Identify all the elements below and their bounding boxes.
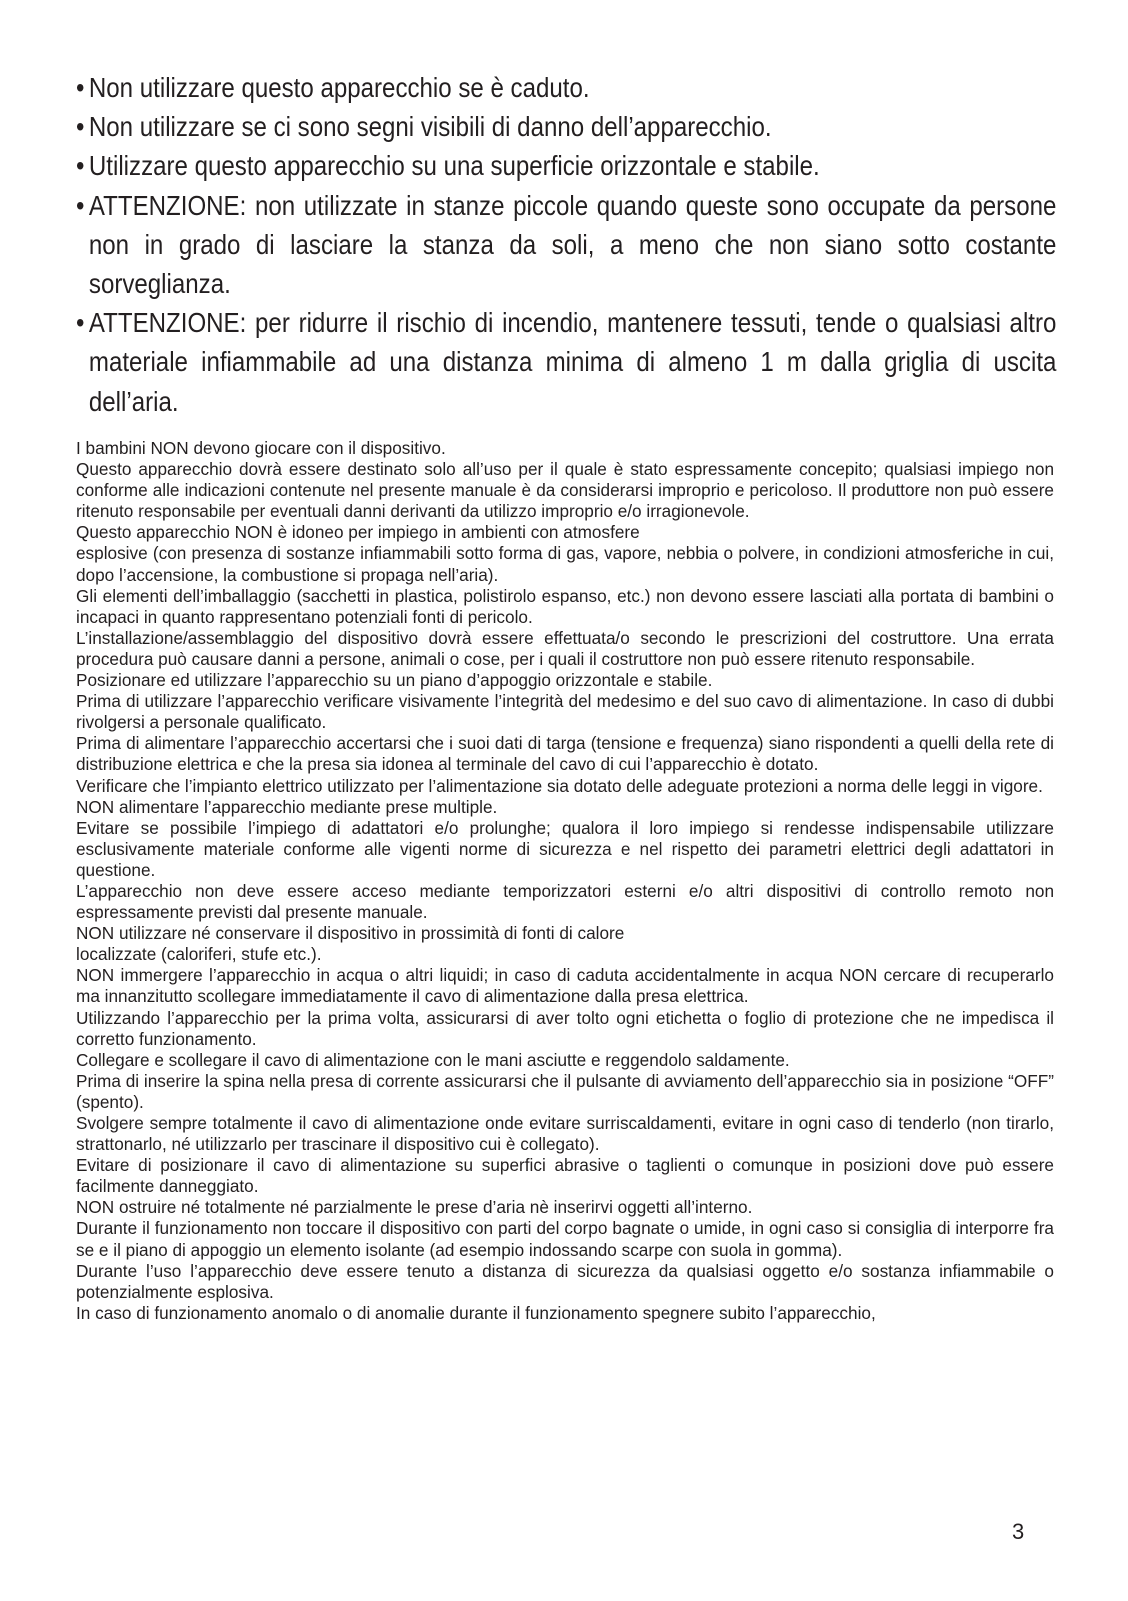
paragraph: NON ostruire né totalmente né parzialmente le prese d’aria nè inserirvi oggetti all’interno.	[76, 1197, 753, 1218]
paragraph: Evitare di posizionare il cavo di alimentazione su superfici abrasive o taglienti o comunque in posizioni dove può essere facilmente danneggiato.	[76, 1155, 1054, 1197]
bullet-icon: •	[76, 150, 85, 182]
warning-text: Non utilizzare se ci sono segni visibili di danno dell’apparecchio.	[88, 111, 772, 143]
paragraph: L’apparecchio non deve essere acceso mediante temporizzatori esterni e/o altri dispositivi di controllo remoto non espressamente previsti dal presente manuale.	[76, 880, 1054, 923]
paragraph: Questo apparecchio NON è idoneo per impiego in ambienti con atmosfere	[76, 522, 640, 543]
page-number: 3	[1012, 1519, 1025, 1544]
paragraph: Posizionare ed utilizzare l’apparecchio su un piano d’appoggio orizzontale e stabile.	[76, 670, 713, 691]
paragraph: Collegare e scollegare il cavo di alimentazione con le mani asciutte e reggendolo saldamente.	[76, 1049, 790, 1070]
warning-item	[76, 146, 1056, 185]
paragraph: localizzate (caloriferi, stufe etc.).	[76, 944, 322, 965]
warning-text: Utilizzare questo apparecchio su una superficie orizzontale e stabile.	[88, 150, 820, 182]
paragraph: In caso di funzionamento anomalo o di anomalie durante il funzionamento spegnere subito l’apparecchio,	[76, 1302, 876, 1323]
paragraph: Gli elementi dell’imballaggio (sacchetti in plastica, polistirolo espanso, etc.) non devono essere lasciati alla portata di bambini o incapaci in quanto rappresentano potenziali fonti di pericolo.	[76, 585, 1054, 627]
paragraph: Svolgere sempre totalmente il cavo di alimentazione onde evitare surriscaldamenti, evitare in ogni caso di tenderlo (non tirarlo, strattonarlo, né utilizzarlo per trascinare il dispositivo cui è collegato).	[76, 1113, 1054, 1155]
paragraph: Durante l’uso l’apparecchio deve essere tenuto a distanza di sicurezza da qualsiasi oggetto e/o sostanza infiammabile o potenzialmente esplosiva.	[76, 1260, 1054, 1302]
paragraph: NON utilizzare né conservare il dispositivo in prossimità di fonti di calore	[76, 923, 625, 944]
paragraph: esplosive (con presenza di sostanze infiammabili sotto forma di gas, vapore, nebbia o polvere, in condizioni atmosferiche in cui, dopo l’accensione, la combustione si propaga nell’aria).	[76, 543, 1054, 585]
paragraph: Utilizzando l’apparecchio per la prima volta, assicurarsi di aver tolto ogni etichetta o foglio di protezione che ne impedisca il corretto funzionamento.	[76, 1007, 1054, 1049]
paragraph: Evitare se possibile l’impiego di adattatori e/o prolunghe; qualora il loro impiego si rendesse indispensabile utilizzare esclusivamente materiale conforme alle vigenti norme di sicurezza e nel rispetto dei parametri elettrici degli adattatori in questione.	[76, 817, 1054, 880]
warning-text: ATTENZIONE: non utilizzate in stanze piccole quando queste sono occupate da persone non in grado di lasciare la stanza da soli, a meno che non siano sotto costante sorveglianza.	[88, 189, 1057, 300]
paragraph: Prima di inserire la spina nella presa di corrente assicurarsi che il pulsante di avviamento dell’apparecchio sia in posizione “OFF” (spento).	[76, 1070, 1054, 1112]
paragraph: Durante il funzionamento non toccare il dispositivo con parti del corpo bagnate o umide, in ogni caso si consiglia di interporre fra se e il piano di appoggio un elemento isolante (ad esempio indossando scarpe con suola in gomma).	[76, 1218, 1054, 1260]
bullet-icon: •	[76, 72, 85, 103]
warning-list	[76, 68, 1056, 421]
paragraph: Prima di utilizzare l’apparecchio verificare visivamente l’integrità del medesimo e del suo cavo di alimentazione. In caso di dubbi rivolgersi a personale qualificato.	[76, 691, 1054, 733]
warning-item	[76, 303, 1056, 421]
paragraph: Questo apparecchio dovrà essere destinato solo all’uso per il quale è stato espressamente concepito; qualsiasi impiego non conforme alle indicazioni contenute nel presente manuale è da considerarsi improprio e pericoloso. Il produttore non può essere ritenuto responsabile per eventuali danni derivanti da utilizzo improprio e/o irragionevole.	[76, 459, 1054, 522]
warning-item	[76, 107, 1056, 146]
warning-text: ATTENZIONE: per ridurre il rischio di incendio, mantenere tessuti, tende o qualsiasi altro materiale infiammabile ad una distanza minima di almeno 1 m dalla griglia di uscita dell’aria.	[88, 307, 1057, 417]
warning-item	[76, 68, 1056, 107]
paragraph: Verificare che l’impianto elettrico utilizzato per l’alimentazione sia dotato delle adeguate protezioni a norma delle leggi in vigore.	[76, 775, 1043, 796]
bullet-icon: •	[76, 189, 85, 221]
paragraph: Prima di alimentare l’apparecchio accertarsi che i suoi dati di targa (tensione e frequenza) siano rispondenti a quelli della rete di distribuzione elettrica e che la presa sia idonea al terminale del cavo di cui l’apparecchio è dotato.	[76, 733, 1054, 775]
paragraph: NON immergere l’apparecchio in acqua o altri liquidi; in caso di caduta accidentalmente in acqua NON cercare di recuperarlo ma innanzitutto scollegare immediatamente il cavo di alimentazione dalla presa elettrica.	[76, 965, 1054, 1007]
bullet-icon: •	[76, 111, 85, 143]
paragraph: NON alimentare l’apparecchio mediante prese multiple.	[76, 796, 498, 817]
paragraph: I bambini NON devono giocare con il dispositivo.	[76, 438, 446, 458]
bullet-icon: •	[76, 307, 85, 339]
warning-item	[76, 186, 1056, 304]
paragraph: L’installazione/assemblaggio del dispositivo dovrà essere effettuata/o secondo le prescrizioni del costruttore. Una errata procedura può causare danni a persone, animali o cose, per i quali il costruttore non può essere ritenuto responsabile.	[76, 627, 1054, 669]
warning-text: Non utilizzare questo apparecchio se è caduto.	[88, 72, 590, 103]
safety-instructions	[76, 438, 1054, 1324]
